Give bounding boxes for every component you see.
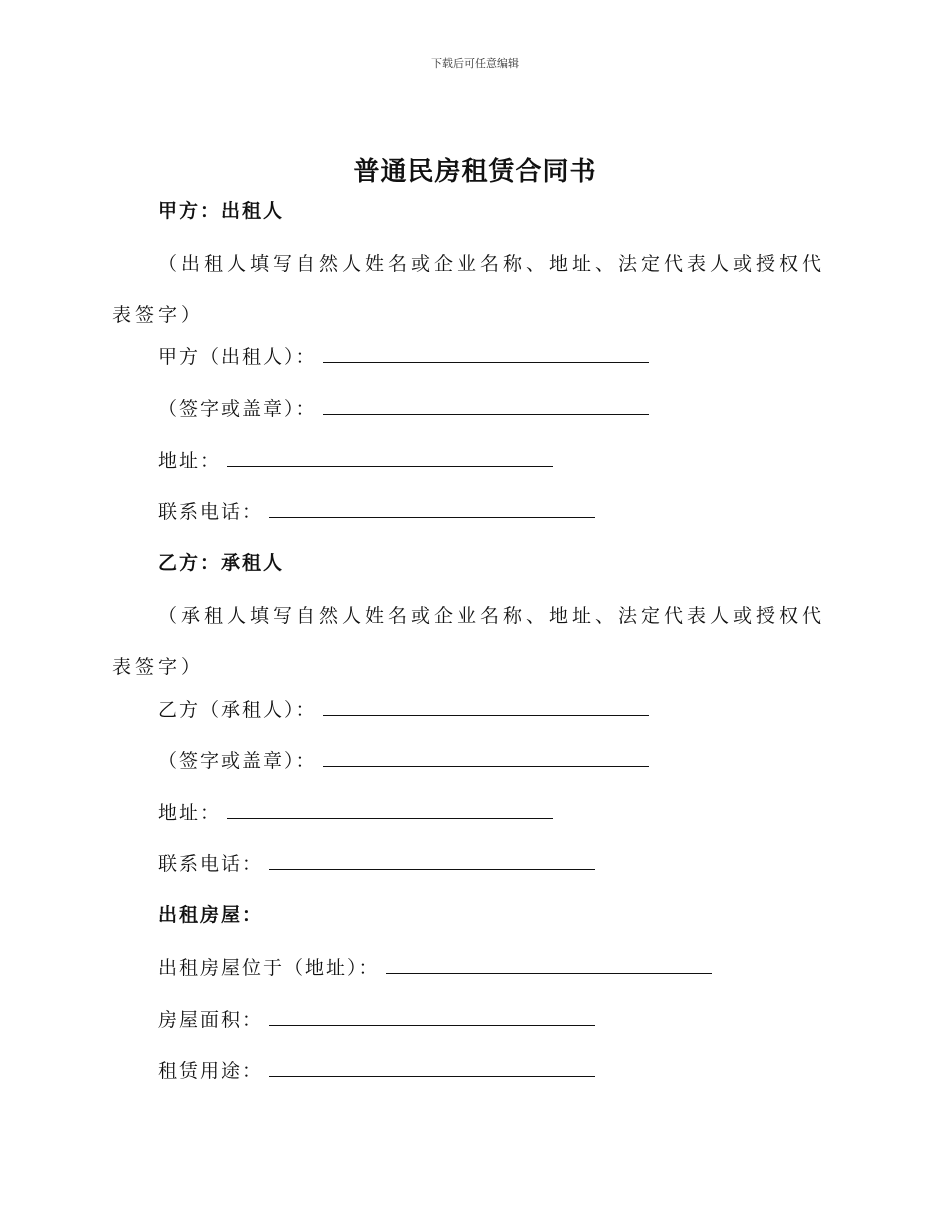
party-a-name-label: 甲方（出租人）： (158, 346, 317, 368)
party-a-name-blank[interactable] (323, 343, 649, 363)
page-header: 下载后可任意编辑 (431, 57, 519, 70)
party-b-sign-row (158, 747, 649, 774)
party-b-note: （承租人填写自然人姓名或企业名称、地址、法定代表人或授权代表签字） (112, 605, 826, 678)
party-b-phone-label: 联系电话： (158, 853, 264, 875)
party-b-sign-blank[interactable] (323, 747, 649, 767)
party-b-address-row (158, 799, 553, 826)
house-usage-row (158, 1057, 595, 1084)
party-a-sign-label: （签字或盖章）： (158, 398, 317, 420)
house-usage-blank[interactable] (269, 1057, 595, 1077)
party-b-name-blank[interactable] (323, 696, 649, 716)
house-location-row (158, 954, 712, 981)
party-a-phone-label: 联系电话： (158, 501, 264, 523)
document-title: 普通民房租赁合同书 (353, 157, 597, 187)
party-a-sign-blank[interactable] (323, 395, 649, 415)
party-b-phone-blank[interactable] (269, 850, 595, 870)
party-a-address-blank[interactable] (227, 447, 553, 467)
party-a-phone-row (158, 498, 595, 525)
party-b-address-blank[interactable] (227, 799, 553, 819)
party-a-address-label: 地址： (158, 450, 222, 472)
party-a-address-row (158, 447, 553, 474)
party-b-name-row (158, 696, 649, 723)
house-usage-label: 租赁用途： (158, 1060, 264, 1082)
house-heading: 出租房屋： (158, 904, 264, 926)
party-b-name-label: 乙方（承租人）： (158, 699, 317, 721)
party-b-heading: 乙方：承租人 (158, 552, 285, 574)
house-area-blank[interactable] (269, 1006, 595, 1026)
house-location-blank[interactable] (386, 954, 712, 974)
party-b-address-label: 地址： (158, 802, 222, 824)
party-a-heading: 甲方：出租人 (158, 200, 285, 222)
party-b-phone-row (158, 850, 595, 877)
house-area-label: 房屋面积： (158, 1009, 264, 1031)
party-a-note: （出租人填写自然人姓名或企业名称、地址、法定代表人或授权代表签字） (112, 253, 826, 326)
party-a-phone-blank[interactable] (269, 498, 595, 518)
party-a-sign-row (158, 395, 649, 422)
party-a-name-row (158, 343, 649, 370)
house-location-label: 出租房屋位于（地址）： (158, 957, 380, 979)
party-b-sign-label: （签字或盖章）： (158, 750, 317, 772)
house-area-row (158, 1006, 595, 1033)
